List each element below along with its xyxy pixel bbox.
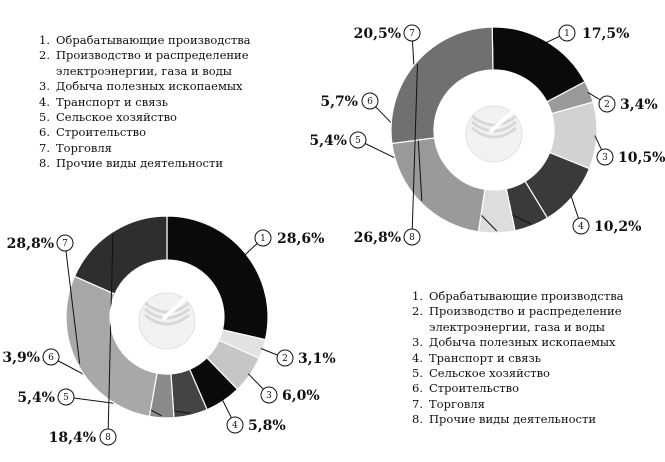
legend-item-number: 2.	[39, 48, 50, 63]
legend-item-label: Обрабатывающие производства	[56, 33, 251, 47]
legend-item-number: 8.	[39, 156, 50, 171]
legend-item-number: 8.	[412, 412, 423, 427]
legend-item-number: 4.	[412, 350, 423, 365]
slice-percent-label: 6,0%	[282, 388, 320, 404]
slice-percent-label: 5,7%	[320, 94, 358, 110]
legend-item-number: 7.	[412, 396, 423, 411]
legend-item-number: 6.	[39, 125, 50, 140]
slice-percent-label: 5,4%	[17, 390, 55, 406]
slice-number-text: 7	[62, 239, 68, 250]
slice-percent-label: 20,5%	[353, 26, 401, 42]
sberbank-logo-icon	[139, 293, 195, 349]
slice-percent-label: 5,4%	[309, 133, 347, 149]
slice-number-text: 3	[602, 153, 608, 164]
slice-percent-label: 3,1%	[298, 351, 336, 367]
legend-item-number: 3.	[39, 79, 50, 94]
legend-item-number: 5.	[412, 366, 423, 381]
legend-item-label: Торговля	[56, 140, 112, 155]
legend-item-number: 7.	[39, 140, 50, 155]
slice-percent-label: 28,8%	[6, 236, 54, 252]
slice-percent-label: 5,8%	[248, 418, 286, 434]
slice-percent-label: 26,8%	[353, 230, 401, 246]
legend-item-number: 1.	[39, 33, 50, 47]
slice-number-text: 8	[409, 233, 415, 244]
slice-number-text: 1	[564, 29, 570, 40]
legend-item-number: 1.	[412, 289, 423, 303]
slice-number-text: 6	[48, 353, 54, 364]
slice-number-text: 2	[604, 100, 610, 111]
legend-item-number: 6.	[412, 381, 423, 396]
legend-item-label: Сельское хозяйство	[56, 110, 177, 125]
slice-number-text: 1	[260, 234, 266, 245]
legend-item-label: Производство и распределение электроэнергии, газа и воды	[429, 304, 622, 334]
slice-number-text: 3	[266, 391, 272, 402]
slice-number-text: 4	[578, 222, 584, 233]
slice-number-text: 7	[409, 29, 415, 40]
slice-number-text: 5	[355, 136, 361, 147]
donut-chart	[2, 216, 335, 446]
slice-percent-label: 18,4%	[48, 430, 96, 446]
legend-item-label: Транспорт и связь	[56, 94, 168, 109]
slice-percent-label: 17,5%	[582, 26, 630, 42]
legend-item-label: Добыча полезных ископаемых	[56, 79, 243, 94]
legend-item-number: 4.	[39, 94, 50, 109]
sberbank-logo-icon	[466, 106, 522, 162]
donut-chart	[309, 25, 665, 246]
legend-item-label: Прочие виды деятельности	[429, 412, 597, 427]
slice-number-text: 6	[367, 97, 373, 108]
slice-percent-label: 3,9%	[2, 350, 40, 366]
legend-item-label: Транспорт и связь	[429, 350, 541, 365]
legend-item-label: Строительство	[429, 381, 520, 396]
slice-percent-label: 28,6%	[277, 231, 325, 247]
legend-item-number: 5.	[39, 110, 50, 125]
legend-item-label: Производство и распределение электроэнергии, газа и воды	[56, 48, 249, 78]
legend-item-label: Добыча полезных ископаемых	[429, 335, 616, 350]
legend-item-label: Прочие виды деятельности	[56, 156, 224, 171]
legend-item-label: Обрабатывающие производства	[429, 289, 624, 303]
slice-percent-label: 3,4%	[620, 97, 658, 113]
slice-number-text: 8	[105, 433, 111, 444]
legend-item-label: Строительство	[56, 125, 147, 140]
legend-item-label: Торговля	[429, 396, 485, 411]
slice-percent-label: 10,5%	[618, 150, 665, 166]
slice-number-text: 2	[282, 354, 288, 365]
slice-percent-label: 10,2%	[594, 219, 642, 235]
legend-item-number: 2.	[412, 304, 423, 319]
slice-number-text: 5	[63, 393, 69, 404]
legend-item-number: 3.	[412, 335, 423, 350]
legend-item-label: Сельское хозяйство	[429, 366, 550, 381]
slice-number-text: 4	[232, 421, 238, 432]
